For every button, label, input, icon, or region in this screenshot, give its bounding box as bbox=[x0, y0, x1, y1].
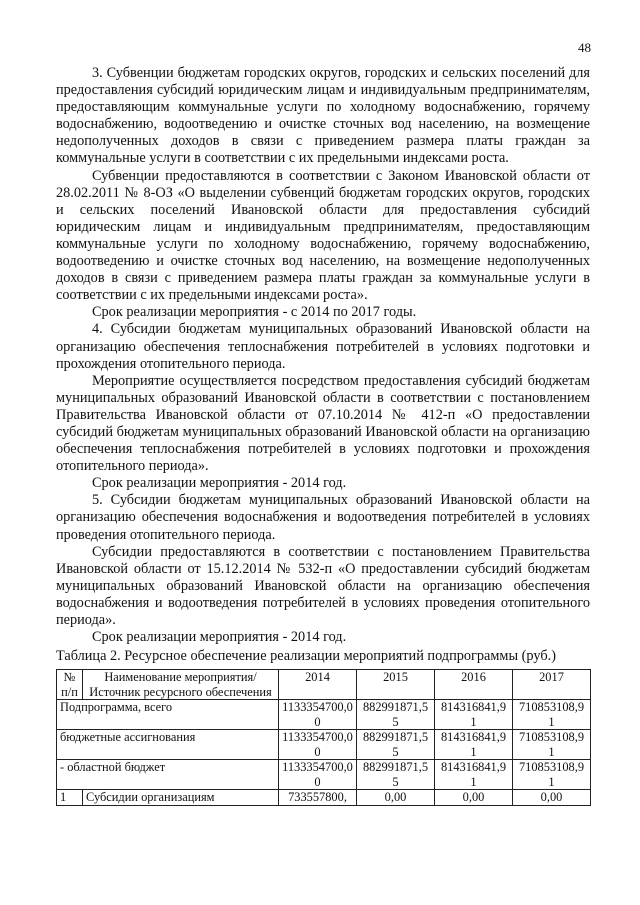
cell-2016: 814316841,91 bbox=[435, 700, 513, 730]
table-row bbox=[57, 730, 591, 760]
cell-2014: 733557800, bbox=[279, 790, 357, 806]
header-2015: 2015 bbox=[357, 670, 435, 700]
paragraph-8: Субсидии предоставляются в соответствии с постановлением Правительства Ивановской области от 15.12.2014 № 532-п «О предоставлении субсидий бюджетам муниципальных образований Ивановской области на организацию обеспечения водоснабжения и водоотведения потребителей в условиях проведения отопительного периода». bbox=[56, 543, 590, 628]
cell-2017: 710853108,91 bbox=[513, 760, 591, 790]
header-num: № п/п bbox=[57, 670, 83, 700]
cell-2014: 1133354700,00 bbox=[279, 760, 357, 790]
header-2016: 2016 bbox=[435, 670, 513, 700]
paragraph-6: Срок реализации мероприятия - 2014 год. bbox=[92, 475, 347, 492]
table-row bbox=[57, 760, 591, 790]
paragraph-9: Срок реализации мероприятия - 2014 год. bbox=[92, 629, 347, 646]
row-name: Подпрограмма, всего bbox=[57, 700, 279, 730]
header-name: Наименование мероприятия/ Источник ресурсного обеспечения bbox=[83, 670, 279, 700]
cell-2016: 814316841,91 bbox=[435, 760, 513, 790]
cell-2015: 882991871,55 bbox=[357, 760, 435, 790]
paragraph-3: Срок реализации мероприятия - с 2014 по 2017 годы. bbox=[92, 304, 417, 321]
table-caption: Таблица 2. Ресурсное обеспечение реализации мероприятий подпрограммы (руб.) bbox=[56, 648, 556, 665]
cell-2017: 710853108,91 bbox=[513, 730, 591, 760]
cell-2015: 882991871,55 bbox=[357, 730, 435, 760]
header-2017: 2017 bbox=[513, 670, 591, 700]
resource-table bbox=[56, 669, 591, 806]
header-2014: 2014 bbox=[279, 670, 357, 700]
cell-2015: 0,00 bbox=[357, 790, 435, 806]
cell-2014: 1133354700,00 bbox=[279, 730, 357, 760]
paragraph-2: Субвенции предоставляются в соответствии с Законом Ивановской области от 28.02.2011 № 8-ОЗ «О выделении субвенций бюджетам городских округов, городских и сельских поселений Ивановской области для предоставления субсидий юридическим лицам и индивидуальным предпринимателям, предоставляющим коммунальные услуги по холодному водоснабжению, горячему водоснабжению, водоотведению и очистке сточных вод населению, на возмещение недополученных доходов в связи с приведением размера платы граждан за коммунальные услуги в соответствии с их предельными индексами роста». bbox=[56, 167, 590, 304]
row-name: Субсидии организациям bbox=[83, 790, 279, 806]
cell-2017: 710853108,91 bbox=[513, 700, 591, 730]
row-name: - областной бюджет bbox=[57, 760, 279, 790]
document-body bbox=[56, 65, 590, 806]
cell-2014: 1133354700,00 bbox=[279, 700, 357, 730]
paragraph-1: 3. Субвенции бюджетам городских округов, городских и сельских поселений для предоставления субсидий юридическим лицам и индивидуальным предпринимателям, предоставляющим коммунальные услуги по холодному водоснабжению, горячему водоснабжению, водоотведению и очистке сточных вод населению, на возмещение недополученных доходов в связи с приведением размера платы граждан за коммунальные услуги в соответствии с их предельными индексами роста. bbox=[56, 65, 590, 167]
table-header-row bbox=[57, 670, 591, 700]
paragraph-7: 5. Субсидии бюджетам муниципальных образований Ивановской области на организацию обеспечения водоснабжения и водоотведения потребителей в условиях проведения отопительного периода. bbox=[56, 492, 590, 543]
page-number: 48 bbox=[578, 40, 591, 55]
paragraph-4: 4. Субсидии бюджетам муниципальных образований Ивановской области на организацию обеспечения теплоснабжения потребителей в условиях подготовки и прохождения отопительного периода. bbox=[56, 321, 590, 372]
cell-2016: 0,00 bbox=[435, 790, 513, 806]
table-row bbox=[57, 700, 591, 730]
row-name: бюджетные ассигнования bbox=[57, 730, 279, 760]
table-row bbox=[57, 790, 591, 806]
cell-2016: 814316841,91 bbox=[435, 730, 513, 760]
row-num: 1 bbox=[57, 790, 83, 806]
paragraph-5: Мероприятие осуществляется посредством предоставления субсидий бюджетам муниципальных образований Ивановской области в соответствии с постановлением Правительства Ивановской области от 07.10.2014 № 412-п «О предоставлении субсидий бюджетам муниципальных образований Ивановской области на организацию обеспечения теплоснабжения потребителей в условиях подготовки и прохождения отопительного периода». bbox=[56, 372, 590, 475]
cell-2017: 0,00 bbox=[513, 790, 591, 806]
cell-2015: 882991871,55 bbox=[357, 700, 435, 730]
